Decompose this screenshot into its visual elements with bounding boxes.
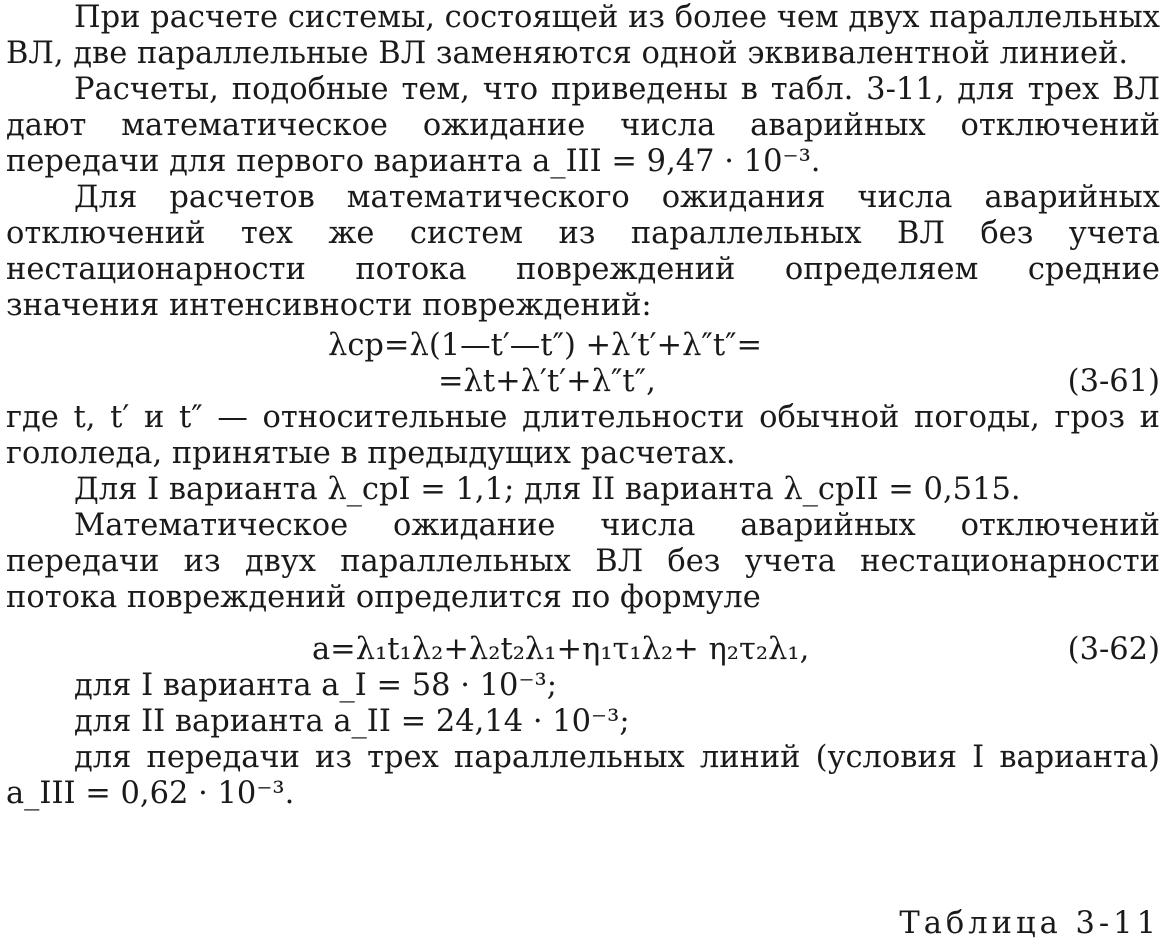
paragraph-equivalent-line: При расчете системы, состоящей из более чем двух параллельных ВЛ, две параллельные ВЛ заменяются одной эквивалентной линией. <box>6 0 1160 71</box>
paragraph-variant-1-result: для I варианта a_I = 58 · 10⁻³; <box>74 668 558 703</box>
formula-3-61-first-part: λср=λ(1—t′—t″) +λ′t′+λ″t″= <box>328 328 763 363</box>
equation-number-3-62: (3-62) <box>1067 632 1160 667</box>
equation-number-3-61: (3-61) <box>1067 364 1160 399</box>
paragraph-variant-intensities: Для I варианта λ_срI = 1,1; для II варианта λ_срII = 0,515. <box>74 472 1021 507</box>
formula-3-61-line-1 <box>6 328 1160 364</box>
formula-3-62-expression: a=λ₁t₁λ₂+λ₂t₂λ₁+η₁τ₁λ₂+ η₂τ₂λ₁, <box>312 632 810 667</box>
paragraph-mean-intensity: Для расчетов математического ожидания числа аварийных отключений тех же систем из параллельных ВЛ без учета нестационарности потока повреждений определяем средние значения интенсивности повреждений: <box>6 180 1160 323</box>
paragraph-three-lines-result: Расчеты, подобные тем, что приведены в табл. 3-11, для трех ВЛ дают математическое ожидание числа аварийных отключений передачи для первого варианта a_III = 9,47 · 10⁻³. <box>6 72 1160 179</box>
table-caption: Таблица 3-11 <box>899 906 1160 941</box>
paragraph-variant-2-result: для II варианта a_II = 24,14 · 10⁻³; <box>74 704 630 739</box>
paragraph-where-t: где t, t′ и t″ — относительные длительности обычной погоды, гроз и гололеда, принятые в предыдущих расчетах. <box>6 400 1160 471</box>
paragraph-three-lines-variant-1: для передачи из трех параллельных линий (условия I варианта) a_III = 0,62 · 10⁻³. <box>6 740 1160 811</box>
formula-3-62 <box>6 632 1160 668</box>
paragraph-two-lines-formula-intro: Математическое ожидание числа аварийных отключений передачи из двух параллельных ВЛ без учета нестационарности потока повреждений определится по формуле <box>6 508 1160 615</box>
formula-3-61-second-part: =λt+λ′t′+λ″t″, <box>438 364 656 399</box>
formula-3-61-line-2 <box>6 364 1160 400</box>
